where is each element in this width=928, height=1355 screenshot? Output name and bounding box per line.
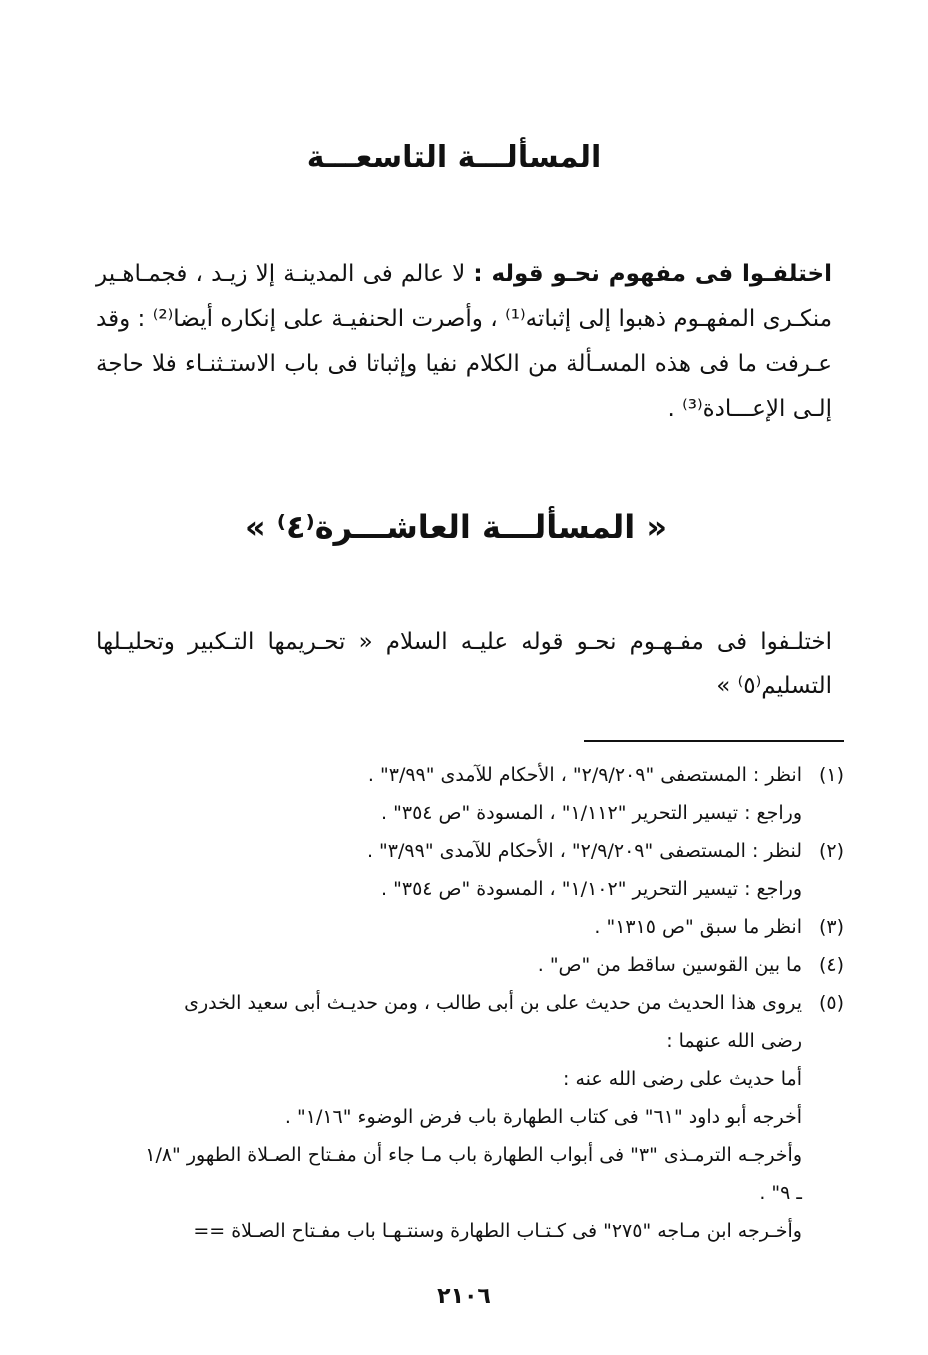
footnote-3 (140, 908, 844, 946)
section-ninth-body: لا عالم فى المدينـة إلا زيـد ، فجمـاهـير منكـرى المفهـوم ذهبوا إلى إثباته⁽¹⁾ ، وأصرت الحنفيـة على إنكاره أيضا⁽²⁾ : وقد عـرفت ما فى هذه المسـألة من الكلام نفيا وإثباتا فى باب الاستـثنـاء فلا حاجة إلـى الإعـــادة⁽³⁾ . (96, 261, 833, 422)
section-ninth-paragraph (96, 252, 832, 432)
footnotes (140, 756, 844, 1250)
footnote-number: (٤) (818, 954, 844, 976)
footnote-5 (140, 984, 844, 1250)
footnote-divider (584, 740, 844, 742)
footnote-1 (140, 756, 844, 832)
footnote-line: وراجع : تيسير التحرير "١/١١٢" ، المسودة "ص ٣٥٤" . (381, 802, 802, 824)
footnote-line: وراجع : تيسير التحرير "١/١٠٢" ، المسودة "ص ٣٥٤" . (381, 878, 802, 900)
footnote-line: انظر : المستصفى "٢/٩/٢٠٩" ، الأحكام للآمدى "٣/٩٩" . (367, 764, 802, 786)
footnote-number: (٥) (818, 992, 844, 1014)
footnote-line: أخرجه أبو داود "٦١" فى كتاب الطهارة باب فرض الوضوء "١/١٦" . (284, 1106, 802, 1128)
footnote-line: وأخرجـه الترمـذى "٣" فى أبواب الطهارة باب مـا جاء أن مفـتاح الصـلاة الطهور "١/٨ ـ ٩" . (145, 1144, 802, 1204)
section-ninth-lead: اختلفـوا فى مفهوم نحـو قوله : (473, 261, 832, 287)
footnote-line: أما حديث على رضى الله عنه : (563, 1068, 802, 1090)
footnote-line: وأخـرجه ابن مـاجه "٢٧٥" فى كـتـاب الطهارة وسنتـهـا باب مفـتاح الصـلاة == (193, 1220, 802, 1242)
section-tenth-paragraph: اختلـفوا فى مفـهـوم نحـو قوله عليـه السلام « تحـريمها التـكبير وتحليـلها التسليم⁽٥⁾ » (96, 629, 832, 699)
footnote-4 (140, 946, 844, 984)
section-title-ninth: المسألـــة التاسعـــة (306, 140, 602, 175)
footnote-number: (٢) (818, 840, 844, 862)
footnote-2 (140, 832, 844, 908)
footnote-line: ما بين القوسين ساقط من "ص" . (537, 954, 802, 976)
page-number: ٢١٠٦ (437, 1284, 491, 1309)
footnote-line: لنظر : المستصفى "٢/٩/٢٠٩" ، الأحكام للآمدى "٣/٩٩" . (366, 840, 802, 862)
footnote-line: انظر ما سبق "ص ١٣١٥" . (594, 916, 802, 938)
footnote-number: (١) (818, 764, 844, 786)
footnote-number: (٣) (818, 916, 844, 938)
section-title-tenth: « المسألـــة العاشـــرة⁽٤⁾ » (244, 508, 668, 546)
footnote-line: يروى هذا الحديث من حديث على بن أبى طالب ، ومن حديـث أبى سعيد الخدرى رضى الله عنهما : (184, 992, 802, 1052)
